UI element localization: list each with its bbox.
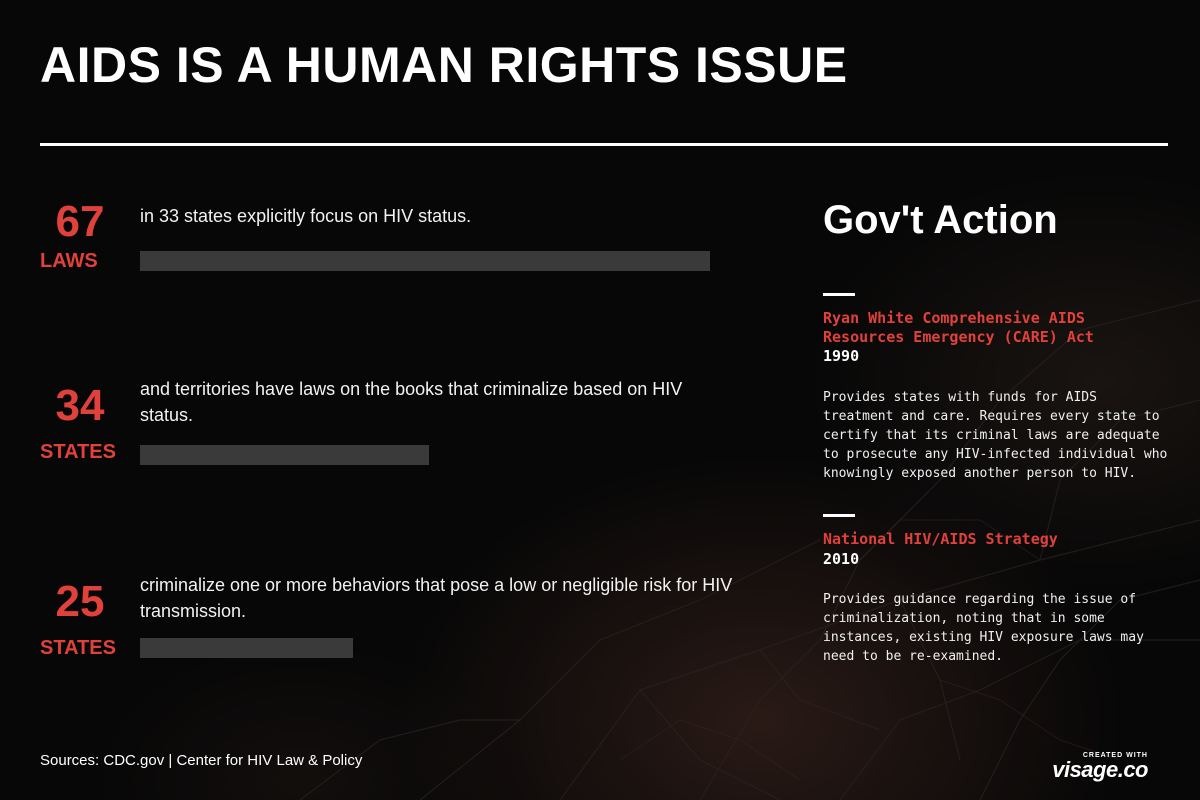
bar-states-behaviors <box>140 638 353 658</box>
gov-item-dash <box>823 514 855 517</box>
stat-description: criminalize one or more behaviors that pose a low or negligible risk for HIV transmission. <box>140 575 733 621</box>
gov-item-dash <box>823 293 855 296</box>
stat-number: 34 <box>55 381 105 430</box>
gov-item-year: 2010 <box>823 550 860 568</box>
gov-item-name: Ryan White Comprehensive AIDS Resources Emergency (CARE) Act <box>823 309 1094 346</box>
stat-unit: LAWS <box>40 250 98 272</box>
bar-laws <box>140 251 710 271</box>
bar-states-criminalize <box>140 445 429 465</box>
page-title: AIDS IS A HUMAN RIGHTS ISSUE <box>40 37 848 93</box>
stat-unit: STATES <box>40 637 116 659</box>
bar-track <box>140 445 710 465</box>
sources-note: Sources: CDC.gov | Center for HIV Law & Policy <box>40 752 363 769</box>
gov-item-description: Provides guidance regarding the issue of criminalization, noting that in some instances, existing HIV exposure laws may need to be re-examined. <box>823 592 1144 664</box>
title-divider <box>40 143 1168 146</box>
stat-number: 67 <box>55 197 105 246</box>
gov-action-heading: Gov't Action <box>823 198 1058 242</box>
stat-unit: STATES <box>40 441 116 463</box>
stat-number: 25 <box>55 577 105 626</box>
bar-track <box>140 638 710 658</box>
visage-logo: visage.co <box>1052 757 1148 782</box>
credit-label: CREATED WITH <box>1082 752 1148 759</box>
gov-item-description: Provides states with funds for AIDS treatment and care. Requires every state to certify that its criminal laws are adequate to prosecute any HIV-infected individual who knowingly exposed another person to HIV. <box>823 390 1168 481</box>
stat-description: and territories have laws on the books that criminalize based on HIV status. <box>140 379 683 425</box>
gov-item-name: National HIV/AIDS Strategy <box>823 530 1058 548</box>
stat-description: in 33 states explicitly focus on HIV status. <box>140 206 472 226</box>
gov-item-year: 1990 <box>823 347 860 365</box>
created-with-credit[interactable] <box>1052 752 1148 781</box>
bar-track <box>140 251 710 271</box>
